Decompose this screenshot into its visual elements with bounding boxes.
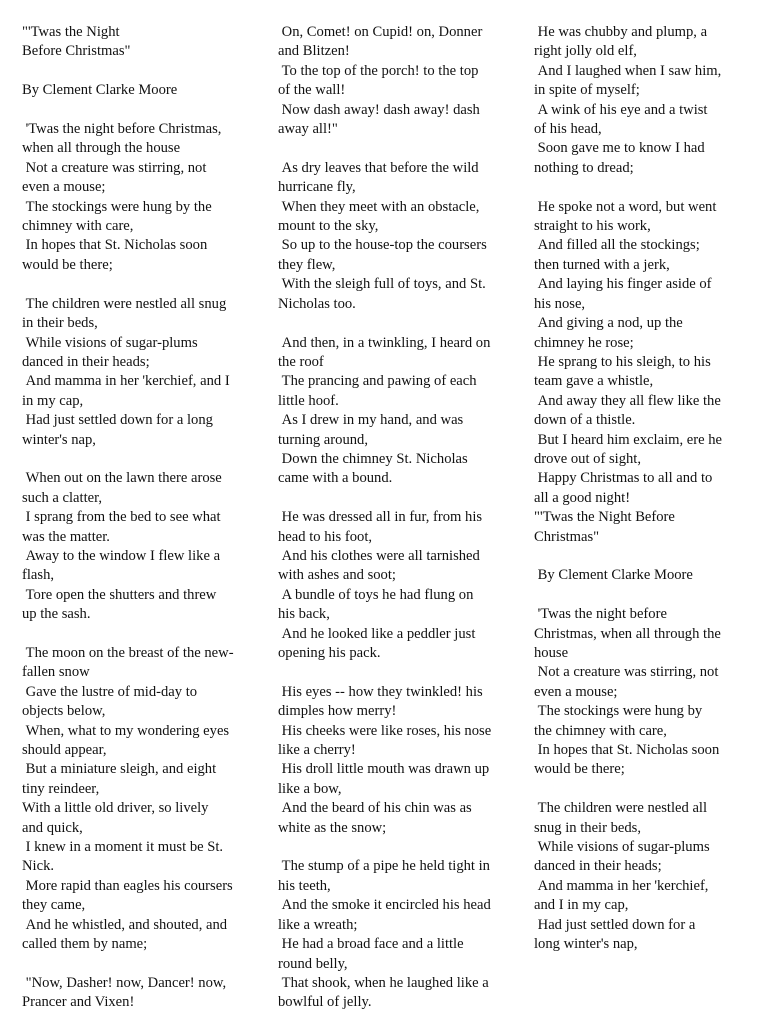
text-column-middle: On, Comet! on Cupid! on, Donner and Blitzen! To the top of the porch! to the top of the wall! Now dash away! dash away! dash away all!" As dry leaves that before the wild hurricane fly, When they meet with an obstacle, mount to the sky, So up to the house-top the coursers they flew, With the sleigh full of toys, and St. Nicholas too. And then, in a twinkling, I heard on the roof The prancing and pawing of each little hoof. As I drew in my hand, and was turning around, Down the chimney St. Nicholas came with a bound. He was dressed all in fur, from his head to his foot, And his clothes were all tarnished with ashes and soot; A bundle of toys he had flung on his back, And he looked like a peddler just opening his pack. His eyes -- how they twinkled! his dimples how merry! His cheeks were like roses, his nose like a cherry! His droll little mouth was drawn up like a bow, And the beard of his chin was as white as the snow; The stump of a pipe he held tight in his teeth, And the smoke it encircled his head like a wreath; He had a broad face and a little round belly, That shook, when he laughed like a bowlful of jelly. (278, 24, 492, 1011)
text-column-left: "'Twas the Night Before Christmas" By Clement Clarke Moore 'Twas the night before Christmas, when all through the house Not a creature was stirring, not even a mouse; The stockings were hung by the chimney with care, In hopes that St. Nicholas soon would be there; The children were nestled all snug in their beds, While visions of sugar-plums danced in their heads; And mamma in her 'kerchief, and I in my cap, Had just settled down for a long winter's nap, When out on the lawn there arose such a clatter, I sprang from the bed to see what was the matter. Away to the window I flew like a flash, Tore open the shutters and threw up the sash. The moon on the breast of the new- fallen snow Gave the lustre of mid-day to objects below, When, what to my wondering eyes should appear, But a miniature sleigh, and eight tiny reindeer, With a little old driver, so lively and quick, I knew in a moment it must be St. Nick. More rapid than eagles his coursers they came, And he whistled, and shouted, and called them by name; "Now, Dasher! now, Dancer! now, Prancer and Vixen! (22, 24, 234, 1011)
text-column-right: He was chubby and plump, a right jolly old elf, And I laughed when I saw him, in spite of myself; A wink of his eye and a twist of his head, Soon gave me to know I had nothing to dread; He spoke not a word, but went straight to his work, And filled all the stockings; then turned with a jerk, And laying his finger aside of his nose, And giving a nod, up the chimney he rose; He sprang to his sleigh, to his team gave a whistle, And away they all flew like the down of a thistle. But I heard him exclaim, ere he drove out of sight, Happy Christmas to all and to all a good night! "'Twas the Night Before Christmas" By Clement Clarke Moore 'Twas the night before Christmas, when all through the house Not a creature was stirring, not even a mouse; The stockings were hung by the chimney with care, In hopes that St. Nicholas soon would be there; The children were nestled all snug in their beds, While visions of sugar-plums danced in their heads; And mamma in her 'kerchief, and I in my cap, Had just settled down for a long winter's nap, (534, 24, 723, 953)
